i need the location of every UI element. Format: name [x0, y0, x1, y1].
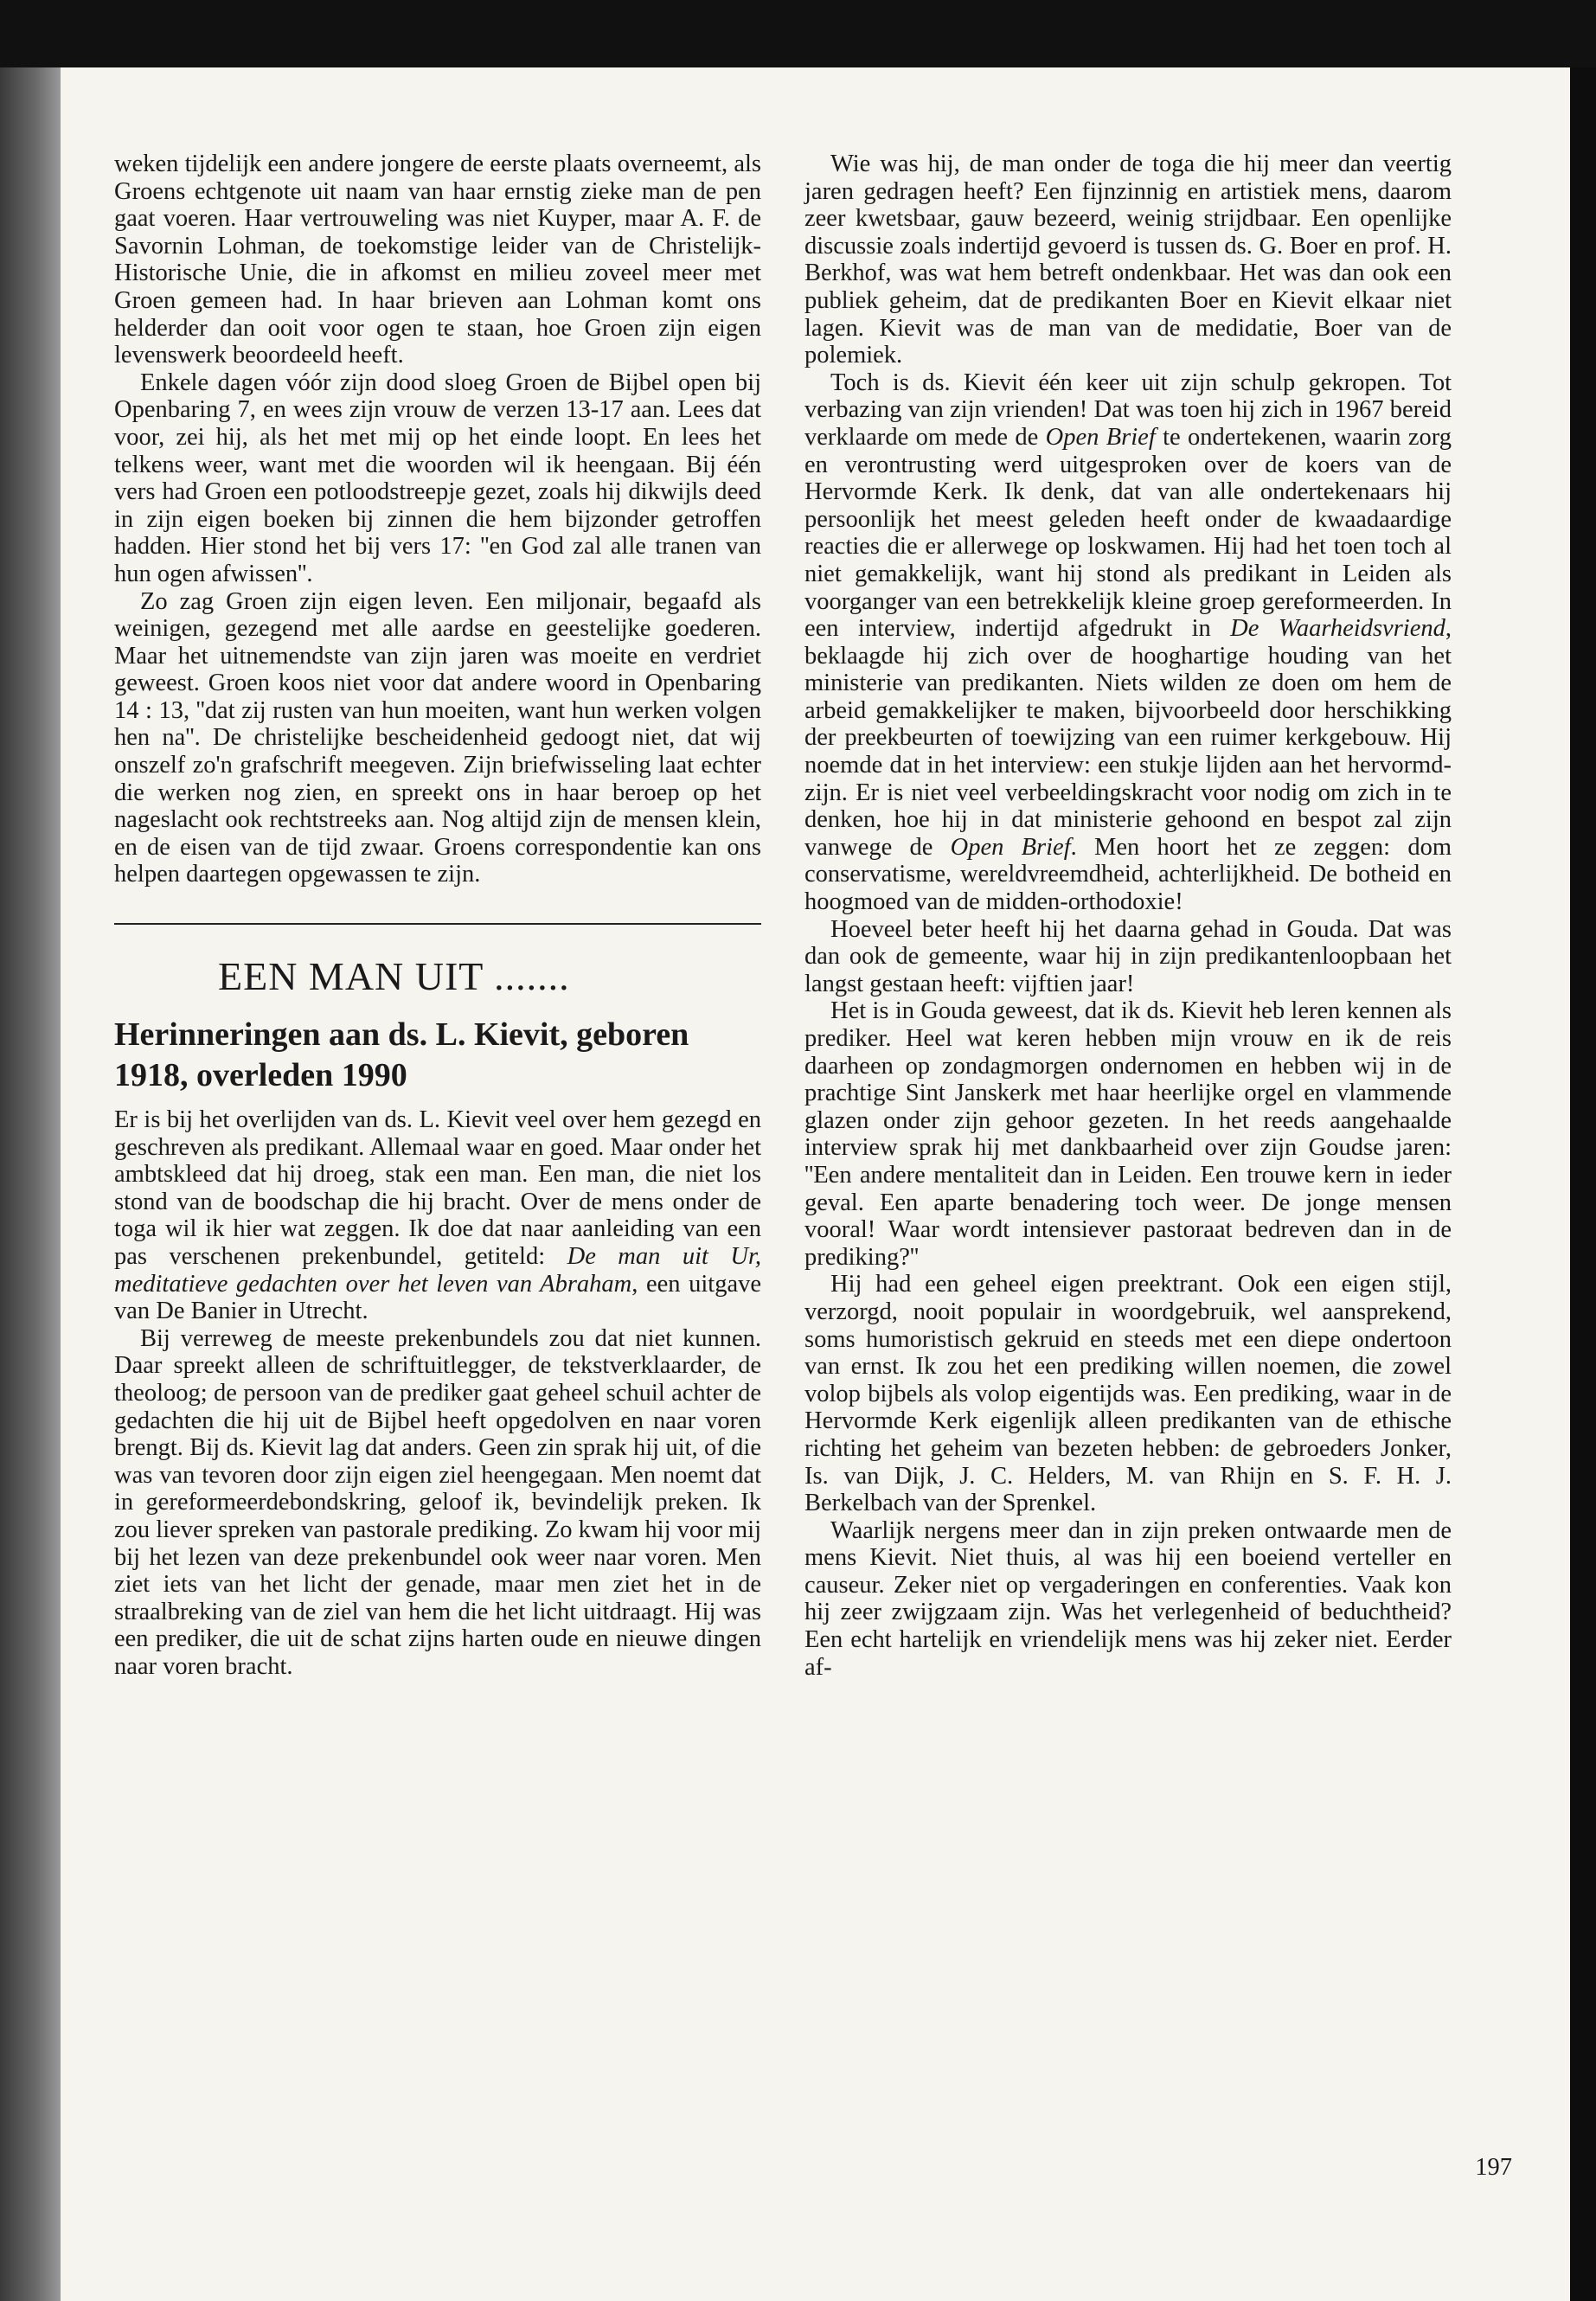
text-run: Toch is ds. Kievit één keer uit zijn schulp gekropen. Tot verbazing van zijn vrienden! Dat was toen hij zich in 1967 bereid verklaarde om mede de — [804, 369, 1452, 451]
text-run: te ondertekenen, waarin zorg en verontrusting werd uitgesproken over de koers van de Hervormde Kerk. Ik denk, dat van alle ondertekenaars hij persoonlijk het meest geleden heeft onder de kwaadaardige reacties die er allerwege op loskwamen. Hij had het toen toch al niet gemakkelijk, want hij stond als predikant in Leiden als voorganger van een betrekkelijk kleine groep gereformeerden. In een interview, indertijd afgedrukt in — [804, 423, 1452, 643]
paragraph: Hoeveel beter heeft hij het daarna gehad in Gouda. Dat was dan ook de gemeente, waar hij in zijn predikantenloopbaan het langst gestaan heeft: vijftien jaar! — [804, 915, 1452, 997]
paragraph: Bij verreweg de meeste prekenbundels zou dat niet kunnen. Daar spreekt alleen de schriftuitlegger, de tekstverklaarder, de theoloog; de persoon van de prediker gaat geheel schuil achter de gedachten die hij uit de Bijbel heeft opgedolven en naar voren brengt. Bij ds. Kievit lag dat anders. Geen zin sprak hij uit, of die was van tevoren door zijn eigen ziel heengegaan. Men noemt dat in gereformeerdebondskring, geloof ik, bevindelijk preken. Ik zou liever spreken van pastorale prediking. Zo kwam hij voor mij bij het lezen van deze prekenbundel ook weer naar voren. Men ziet iets van het licht der genade, maar men ziet het in de straalbreking van de ziel van hem die het licht uitdraagt. Hij was een prediker, die uit de schat zijns harten oude en nieuwe dingen naar voren bracht. — [114, 1324, 761, 1680]
italic-title: De Waarheidsvriend — [1230, 615, 1445, 643]
text-run: , een uitgave van De Banier in Utrecht. — [114, 1270, 762, 1325]
text-run: Er is bij het overlijden van ds. L. Kievit veel over hem gezegd en geschreven als predikant. Allemaal waar en goed. Maar onder het ambtskleed dat hij droeg, stak een man. Een man, die niet los stond van de boodschap die hij bracht. Over de mens onder de toga wil ik hier wat zeggen. Ik doe dat naar aanleiding van een pas verschenen prekenbundel, getiteld: — [114, 1106, 761, 1270]
paragraph — [804, 369, 1452, 916]
intro-paragraph — [114, 1106, 761, 1325]
section-title: EEN MAN UIT ....... — [218, 954, 570, 999]
paragraph: weken tijdelijk een andere jongere de eerste plaats overneemt, als Groens echtgenote uit naam van haar ernstig zieke man de pen gaat voeren. Haar vertrouweling was niet Kuyper, maar A. F. de Savornin Lohman, de toekomstige leider van de Christelijk-Historische Unie, die in afkomst en milieu zoveel meer met Groen gemeen had. In haar brieven aan Lohman komt ons helderder dan ooit voor ogen te staan, hoe Groen zijn eigen levenswerk beoordeeld heeft. — [114, 151, 761, 369]
italic-title: Open Brief — [950, 833, 1071, 861]
scan-top-border — [0, 0, 1596, 67]
right-column — [804, 151, 1452, 1681]
paragraph: Het is in Gouda geweest, dat ik ds. Kievit heb leren kennen als prediker. Heel wat keren hebben mijn vrouw en ik de reis daarheen op zondagmorgen ondernomen en hebben wij in de prachtige Sint Janskerk met haar heerlijke orgel en vlammende glazen onder zijn gehoor gezeten. In het reeds aangehaalde interview sprak hij met dankbaarheid over zijn Goudse jaren: ''Een andere mentaliteit dan in Leiden. Een trouwe kern in ieder geval. Een aparte benadering toch weer. De jonge mensen vooral! Waar wordt intensiever pastoraat bedreven dan in de prediking?'' — [804, 997, 1452, 1271]
paragraph: Waarlijk nergens meer dan in zijn preken ontwaarde men de mens Kievit. Niet thuis, al was hij een boeiend verteller en causeur. Zeker niet op vergaderingen en conferenties. Vaak kon hij zeer zwijgzaam zijn. Was het verlegenheid of beduchtheid? Een echt hartelijk en vriendelijk mens was hij zeker niet. Eerder af- — [804, 1516, 1452, 1681]
text-run: . Men hoort het ze zeggen: dom conservatisme, wereldvreemdheid, achterlijkheid. De botheid en hoogmoed van de midden-orthodoxie! — [804, 833, 1452, 916]
left-column — [114, 151, 761, 1681]
paragraph: Wie was hij, de man onder de toga die hij meer dan veertig jaren gedragen heeft? Een fijnzinnig en artistiek mens, daarom zeer kwetsbaar, gauw bezeerd, weinig strijdbaar. Een openlijke discussie zoals indertijd gevoerd is tussen ds. G. Boer en prof. H. Berkhof, was wat hem betreft ondenkbaar. Het was dan ook een publiek geheim, dat de predikanten Boer en Kievit elkaar niet lagen. Kievit was de man van de medidatie, Boer van de polemiek. — [804, 151, 1452, 369]
book-spine-edge — [0, 67, 61, 2301]
book-title: De man uit Ur, meditatieve gedachten over het leven van Abraham — [114, 1243, 762, 1298]
section-subtitle: Herinneringen aan ds. L. Kievit, geboren 1918, overleden 1990 — [114, 1016, 689, 1094]
text-run: , beklaagde hij zich over de hooghartige houding van het ministerie van predikanten. Niets wilden ze doen om hem de arbeid gemakkelijker te maken, bijvoorbeeld door herschikking der preekbeurten of toewijzing van een ruimer kerkgebouw. Hij noemde dat in het interview: een stukje lijden aan het hervormd-zijn. Er is niet veel verbeeldingskracht voor nodig om zich in te denken, hoe hij in dat ministerie gehoond en bespot zal zijn vanwege de — [804, 615, 1452, 861]
paragraph: Hij had een geheel eigen preektrant. Ook een eigen stijl, verzorgd, nooit populair in woordgebruik, wel aansprekend, soms humoristisch gekruid en steeds met een diepe ondertoon van ernst. Ik zou het een prediking willen noemen, die zowel volop bijbels als volop eigentijds was. Een prediking, waar in de Hervormde Kerk eigenlijk alleen predikanten van de ethische richting het geheim van bezeten hebben: de gebroeders Jonker, Is. van Dijk, J. C. Helders, M. van Rhijn en S. F. H. J. Berkelbach van der Sprenkel. — [804, 1271, 1452, 1517]
paragraph: Enkele dagen vóór zijn dood sloeg Groen de Bijbel open bij Openbaring 7, en wees zijn vrouw de verzen 13-17 aan. Lees dat voor, zei hij, als het met mij op het einde loopt. En lees het telkens weer, want met die woorden wil ik heengaan. Bij één vers had Groen een potloodstreepje gezet, zoals hij dikwijls deed in zijn eigen boeken bij zinnen die hem bijzonder getroffen hadden. Hier stond het bij vers 17: ''en God zal alle tranen van hun ogen afwissen''. — [114, 369, 761, 587]
scan-right-border — [1570, 67, 1596, 2301]
paragraph: Zo zag Groen zijn eigen leven. Een miljonair, begaafd als weinigen, gezegend met alle aardse en geestelijke goederen. Maar het uitnemendste van zijn jaren was moeite en verdriet geweest. Groen koos niet voor dat andere woord in Openbaring 14 : 13, ''dat zij rusten van hun moeiten, want hun werken volgen hen na''. De christelijke bescheidenheid gedoogt niet, dat wij onszelf zo'n grafschrift meegeven. Zijn briefwisseling laat echter die werken nog zien, en spreekt ons in haar beroep op het nageslacht ook rechtstreeks aan. Nog altijd zijn de mensen klein, en de eisen van de tijd zwaar. Groens correspondentie kan ons helpen daartegen opgewassen te zijn. — [114, 587, 761, 888]
section-divider — [114, 923, 761, 925]
page — [61, 67, 1570, 2301]
page-number: 197 — [1475, 2154, 1512, 2181]
italic-title: Open Brief — [1045, 423, 1156, 451]
